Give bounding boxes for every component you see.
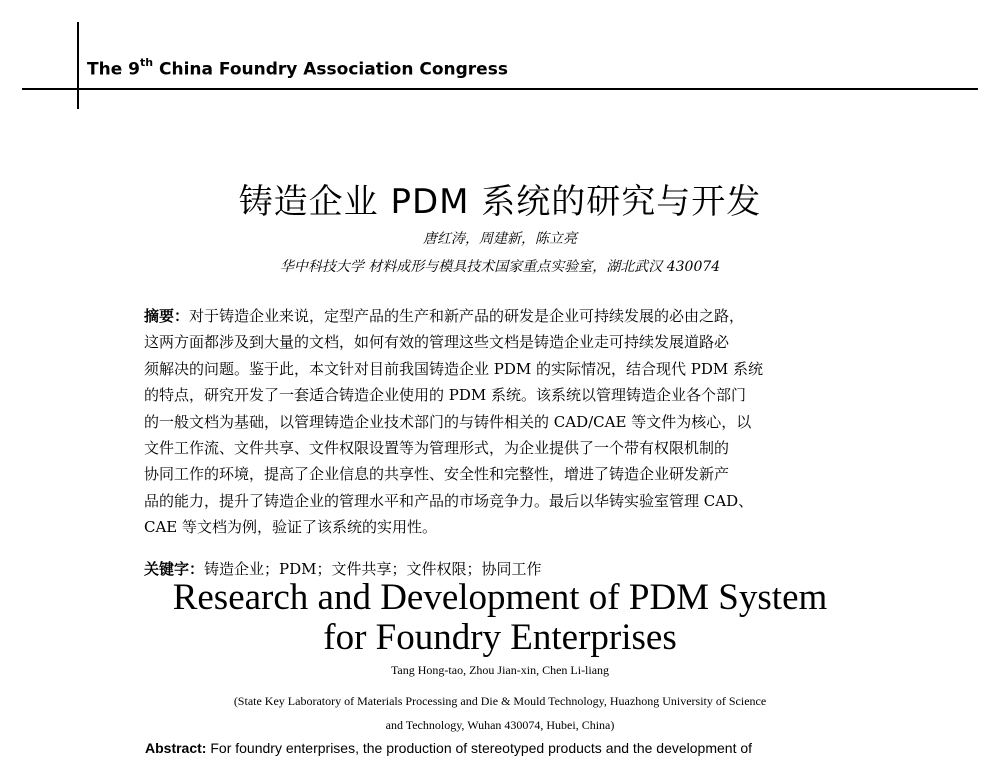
chinese-abstract-line: 的特点，研究开发了一套适合铸造企业使用的 PDM 系统。该系统以管理铸造企业各个部门 [144, 386, 747, 405]
english-title-line-2: for Foundry Enterprises [323, 617, 677, 658]
chinese-abstract-line: CAE 等文档为例，验证了该系统的实用性。 [144, 518, 438, 537]
chinese-authors: 唐红涛，周建新，陈立亮 [423, 231, 577, 247]
english-affiliation-line-2: and Technology, Wuhan 430074, Hubei, China) [385, 718, 615, 732]
english-affiliation-line-1: (State Key Laboratory of Materials Processing and Die & Mould Technology, Huazhong University of Science [233, 694, 767, 708]
chinese-title: 铸造企业 PDM 系统的研究与开发 [238, 182, 762, 222]
header-horizontal-rule [22, 88, 978, 90]
english-title [0, 578, 1000, 658]
chinese-keywords-label: 关键字： [144, 560, 205, 578]
chinese-abstract-line: 文件工作流、文件共享、文件权限设置等为管理形式，为企业提供了一个带有权限机制的 [144, 439, 730, 458]
english-authors: Tang Hong-tao, Zhou Jian-xin, Chen Li-liang [390, 663, 610, 677]
congress-prefix: The 9 [87, 59, 140, 80]
chinese-abstract-line [144, 303, 859, 329]
chinese-affiliation: 华中科技大学 材料成形与模具技术国家重点实验室，湖北武汉 430074 [279, 259, 721, 275]
chinese-abstract-line: 协同工作的环境，提高了企业信息的共享性、安全性和完整性，增进了铸造企业研发新产 [144, 465, 730, 484]
chinese-keywords-text: 铸造企业；PDM；文件共享；文件权限；协同工作 [204, 560, 542, 578]
congress-suffix: China Foundry Association Congress [153, 59, 508, 80]
congress-superscript: th [139, 56, 154, 69]
chinese-keywords [144, 558, 859, 579]
english-abstract-text: For foundry enterprises, the production of stereotyped products and the development of [206, 740, 753, 756]
english-title-line-1: Research and Development of PDM System [172, 577, 828, 618]
chinese-abstract-line: 这两方面都涉及到大量的文档，如何有效的管理这些文档是铸造企业走可持续发展道路必 [144, 333, 730, 352]
chinese-abstract [144, 303, 859, 541]
chinese-abstract-line: 的一般文档为基础，以管理铸造企业技术部门的与铸件相关的 CAD/CAE 等文件为核心，以 [144, 412, 752, 431]
header-vertical-rule [77, 22, 79, 109]
english-abstract [145, 740, 865, 756]
chinese-abstract-text: 对于铸造企业来说，定型产品的生产和新产品的研发是企业可持续发展的必由之路， [189, 307, 745, 325]
congress-header [87, 58, 508, 80]
chinese-abstract-label: 摘要： [144, 307, 190, 325]
chinese-abstract-line: 品的能力，提升了铸造企业的管理水平和产品的市场竞争力。最后以华铸实验室管理 CAD、 [144, 491, 754, 510]
english-abstract-label: Abstract: [145, 740, 207, 756]
chinese-abstract-line: 须解决的问题。鉴于此，本文针对目前我国铸造企业 PDM 的实际情况，结合现代 PDM 系统 [144, 359, 764, 378]
